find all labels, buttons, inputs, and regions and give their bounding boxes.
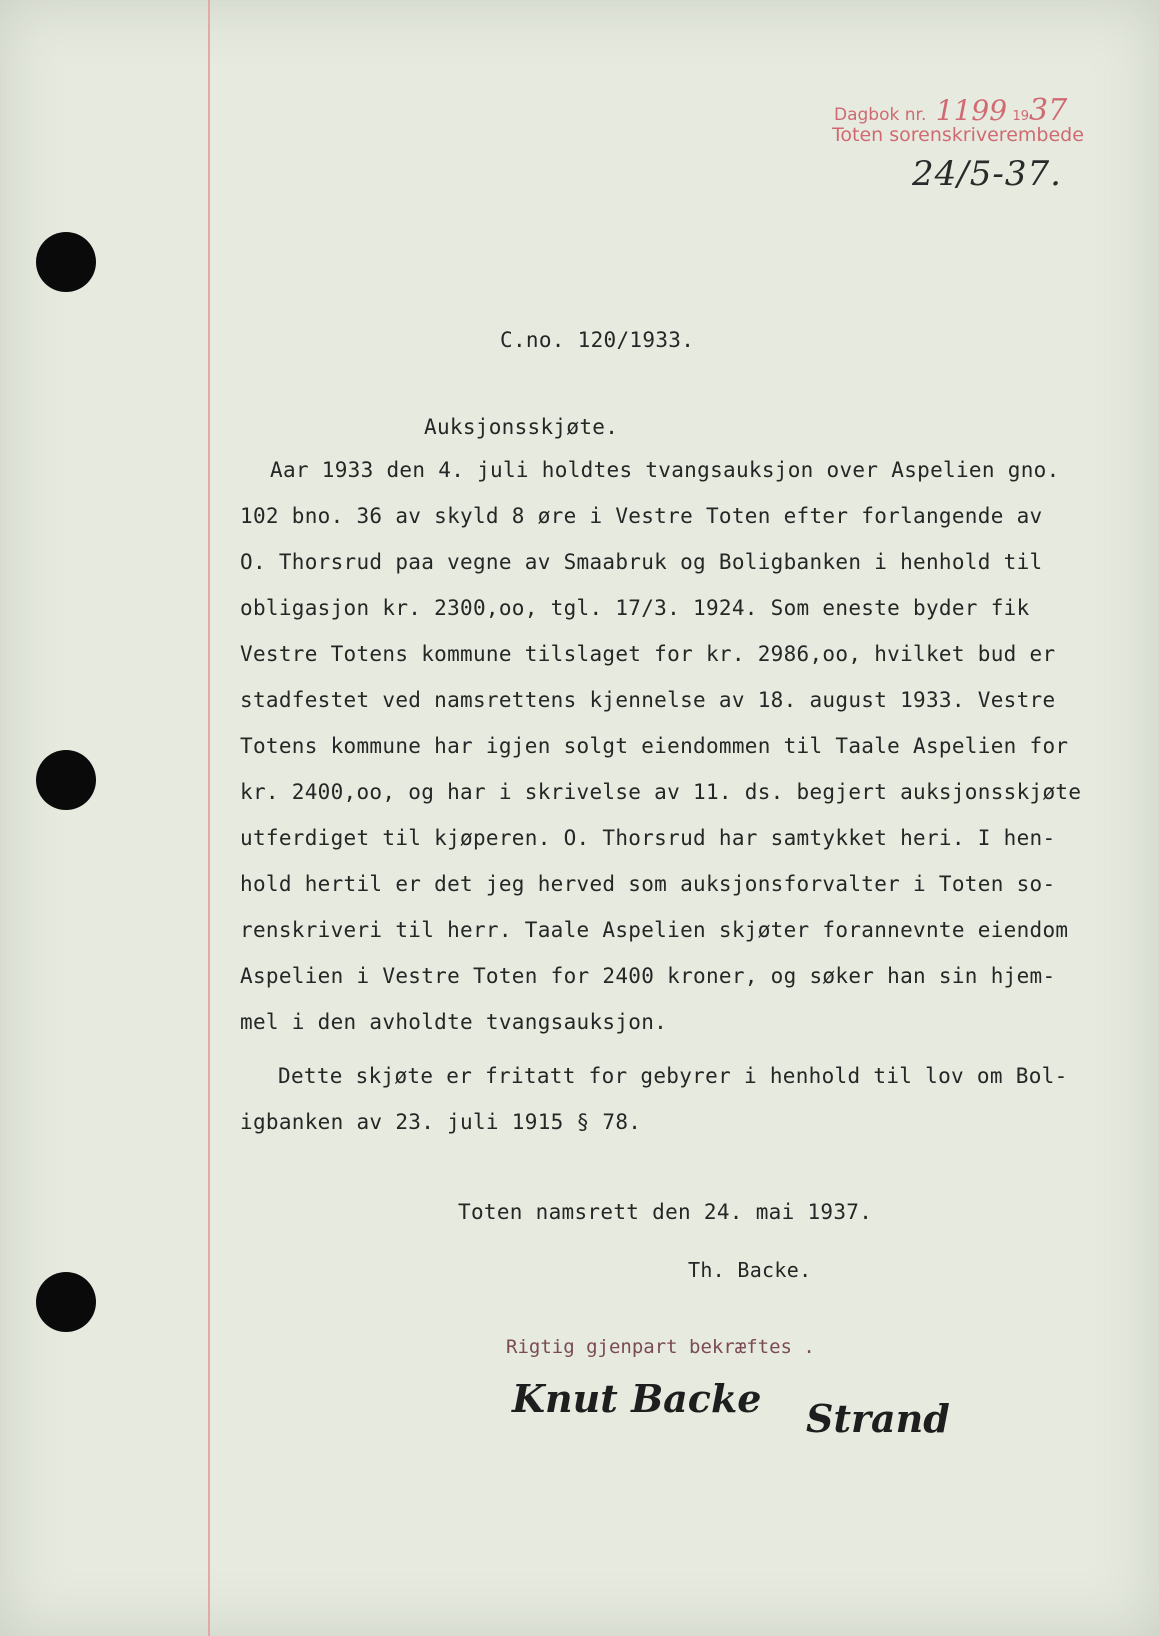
dagbok-stamp [834, 93, 1068, 128]
body-line: Vestre Totens kommune tilslaget for kr. 2986,oo, hvilket bud er [240, 642, 1056, 666]
body-line: obligasjon kr. 2300,oo, tgl. 17/3. 1924. Som eneste byder fik [240, 596, 1030, 620]
body-line: Aspelien i Vestre Toten for 2400 kroner, og søker han sin hjem- [240, 964, 1056, 988]
body-line: O. Thorsrud paa vegne av Smaabruk og Boligbanken i henhold til [240, 550, 1043, 574]
certification-text: Rigtig gjenpart bekræftes . [506, 1336, 815, 1358]
body-line: mel i den avholdte tvangsauksjon. [240, 1010, 668, 1034]
body-line: Aar 1933 den 4. juli holdtes tvangsauksjon over Aspelien gno. [270, 458, 1060, 482]
office-stamp: Toten sorenskriverembede [832, 124, 1084, 146]
dagbok-number: 1199 [935, 94, 1008, 127]
handwritten-date: 24/5-37. [912, 154, 1062, 194]
fee-line: igbanken av 23. juli 1915 § 78. [240, 1110, 642, 1134]
year-suffix: 37 [1028, 93, 1068, 128]
punch-hole-top [36, 232, 96, 292]
body-line: hold hertil er det jeg herved som auksjonsforvalter i Toten so- [240, 872, 1056, 896]
body-line: kr. 2400,oo, og har i skrivelse av 11. ds. begjert auksjonsskjøte [240, 780, 1082, 804]
year-prefix: 19 [1012, 109, 1029, 124]
body-line: renskriveri til herr. Taale Aspelien skjøter forannevnte eiendom [240, 918, 1069, 942]
signature-left: Knut Backe [512, 1376, 762, 1421]
place-date: Toten namsrett den 24. mai 1937. [458, 1200, 873, 1224]
signature-right: Strand [806, 1396, 950, 1441]
punch-hole-middle [36, 750, 96, 810]
punch-hole-bottom [36, 1272, 96, 1332]
document-heading: Auksjonsskjøte. [424, 415, 619, 439]
margin-line [208, 0, 210, 1636]
body-line: Totens kommune har igjen solgt eiendommen til Taale Aspelien for [240, 734, 1069, 758]
body-line: stadfestet ved namsrettens kjennelse av 18. august 1933. Vestre [240, 688, 1056, 712]
dagbok-label: Dagbok nr. [834, 105, 927, 125]
body-line: 102 bno. 36 av skyld 8 øre i Vestre Toten efter forlangende av [240, 504, 1043, 528]
body-line: utferdiget til kjøperen. O. Thorsrud har samtykket heri. I hen- [240, 826, 1056, 850]
signatory-name: Th. Backe. [688, 1258, 812, 1282]
case-number: C.no. 120/1933. [500, 328, 695, 352]
fee-line: Dette skjøte er fritatt for gebyrer i henhold til lov om Bol- [278, 1064, 1068, 1088]
